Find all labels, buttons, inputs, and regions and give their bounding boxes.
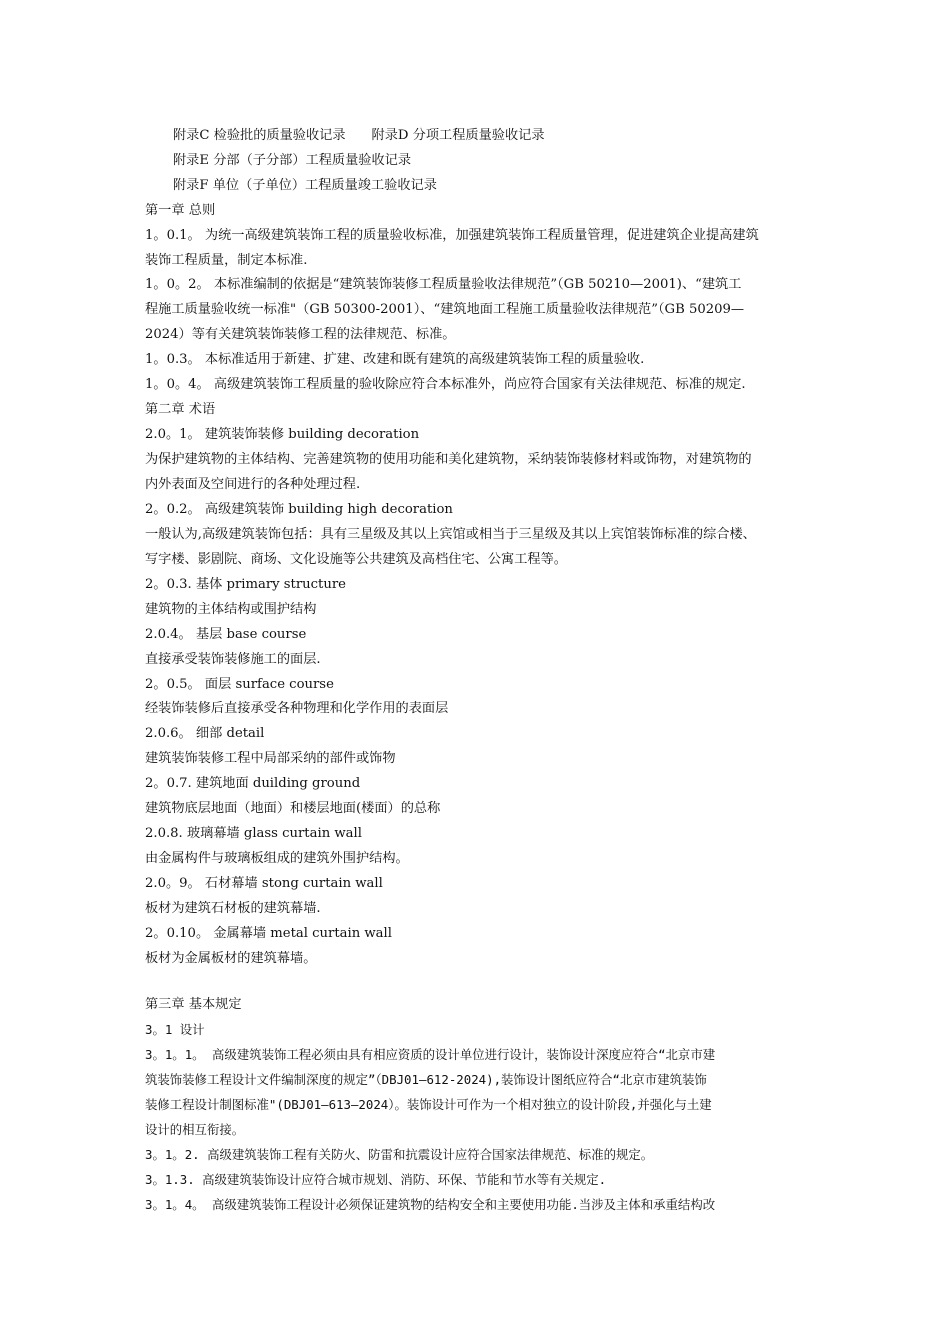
term-2-0-9-head: 2.0。9。 石材幕墙 stong curtain wall [145,876,383,891]
clause-1-0-1-line2: 装饰工程质量，制定本标准. [145,253,308,268]
term-2-0-4-head: 2.0.4。 基层 base course [145,627,307,642]
term-2-0-3-body: 建筑物的主体结构或围护结构 [145,602,317,617]
term-2-0-2-head: 2。0.2。 高级建筑装饰 building high decoration [145,502,453,517]
clause-1-0-3: 1。0.3。 本标准适用于新建、扩建、改建和既有建筑的高级建筑装饰工程的质量验收. [145,352,645,367]
clause-3-1-1-line1: 3。1。1。 高级建筑装饰工程必须由具有相应资质的设计单位进行设计，装饰设计深度应符合“北京市建 [145,1047,716,1062]
section-3-1-title: 3。1 设计 [145,1022,205,1037]
clause-1-0-4: 1。0。4。 高级建筑装饰工程质量的验收除应符合本标准外，尚应符合国家有关法律规范、标准的规定. [145,377,746,392]
clause-3-1-3: 3。1.3. 高级建筑装饰设计应符合城市规划、消防、环保、节能和节水等有关规定. [145,1172,607,1187]
appendix-e: 附录E 分部（子分部）工程质量验收记录 [173,153,412,168]
term-2-0-4-body: 直接承受装饰装修施工的面层. [145,652,321,667]
clause-3-1-1-line4: 设计的相互衔接。 [145,1122,245,1137]
term-2-0-7-head: 2。0.7. 建筑地面 duilding ground [145,776,361,791]
term-2-0-5-body: 经装饰装修后直接承受各种物理和化学作用的表面层 [145,701,449,716]
appendix-line-cd [173,127,545,145]
term-2-0-2-body-line2: 写字楼、影剧院、商场、文化设施等公共建筑及高档住宅、公寓工程等。 [145,552,567,567]
term-2-0-9-body: 板材为建筑石材板的建筑幕墙. [145,901,321,916]
term-2-0-10-head: 2。0.10。 金属幕墙 metal curtain wall [145,926,392,941]
chapter1-title: 第一章 总则 [145,203,216,218]
chapter3-title: 第三章 基本规定 [145,997,242,1012]
clause-3-1-1-line3: 装修工程设计制图标准"(DBJ01—613—2024）。装饰设计可作为一个相对独立的设计阶段,并强化与土建 [145,1097,712,1112]
clause-3-1-2: 3。1。2. 高级建筑装饰工程有关防火、防雷和抗震设计应符合国家法律规范、标准的规定。 [145,1147,654,1162]
term-2-0-7-body: 建筑物底层地面（地面）和楼层地面(楼面）的总称 [145,801,441,816]
term-2-0-2-body-line1: 一般认为,高级建筑装饰包括：具有三星级及其以上宾馆或相当于三星级及其以上宾馆装饰标准的综合楼、 [145,527,756,542]
appendix-f: 附录F 单位（子单位）工程质量竣工验收记录 [173,178,437,193]
term-2-0-6-body: 建筑装饰装修工程中局部采纳的部件或饰物 [145,751,396,766]
term-2-0-3-head: 2。0.3. 基体 primary structure [145,577,346,592]
term-2-0-1-body-line1: 为保护建筑物的主体结构、完善建筑物的使用功能和美化建筑物，采纳装饰装修材料或饰物，对建筑物的 [145,452,752,467]
term-2-0-6-head: 2.0.6。 细部 detail [145,726,265,741]
appendix-d: 附录D 分项工程质量验收记录 [371,128,545,143]
term-2-0-1-body-line2: 内外表面及空间进行的各种处理过程. [145,477,361,492]
chapter2-title: 第二章 术语 [145,402,216,417]
appendix-c: 附录C 检验批的质量验收记录 [173,128,346,143]
clause-1-0-1-line1: 1。0.1。 为统一高级建筑装饰工程的质量验收标准，加强建筑装饰工程质量管理，促进建筑企业提高建筑 [145,228,759,243]
term-2-0-1-head: 2.0。1。 建筑装饰装修 building decoration [145,427,420,442]
term-2-0-8-body: 由金属构件与玻璃板组成的建筑外围护结构。 [145,851,409,866]
term-2-0-10-body: 板材为金属板材的建筑幕墙。 [145,951,317,966]
clause-1-0-2-line2: 程施工质量验收统一标准"（GB 50300-2001）、“建筑地面工程施工质量验收法律规范”（GB 50209— [145,302,745,317]
term-2-0-8-head: 2.0.8. 玻璃幕墙 glass curtain wall [145,826,362,841]
clause-1-0-2-line3: 2024）等有关建筑装饰装修工程的法律规范、标准。 [145,327,456,342]
term-2-0-5-head: 2。0.5。 面层 surface course [145,677,334,692]
clause-1-0-2-line1: 1。0。2。 本标准编制的依据是“建筑装饰装修工程质量验收法律规范”（GB 50210—2001)、“建筑工 [145,277,742,292]
clause-3-1-4-line1: 3。1。4。 高级建筑装饰工程设计必须保证建筑物的结构安全和主要使用功能.当涉及主体和承重结构改 [145,1197,716,1212]
clause-3-1-1-line2: 筑装饰装修工程设计文件编制深度的规定”（DBJ01—612-2024),装饰设计图纸应符合“北京市建筑装饰 [145,1072,707,1087]
